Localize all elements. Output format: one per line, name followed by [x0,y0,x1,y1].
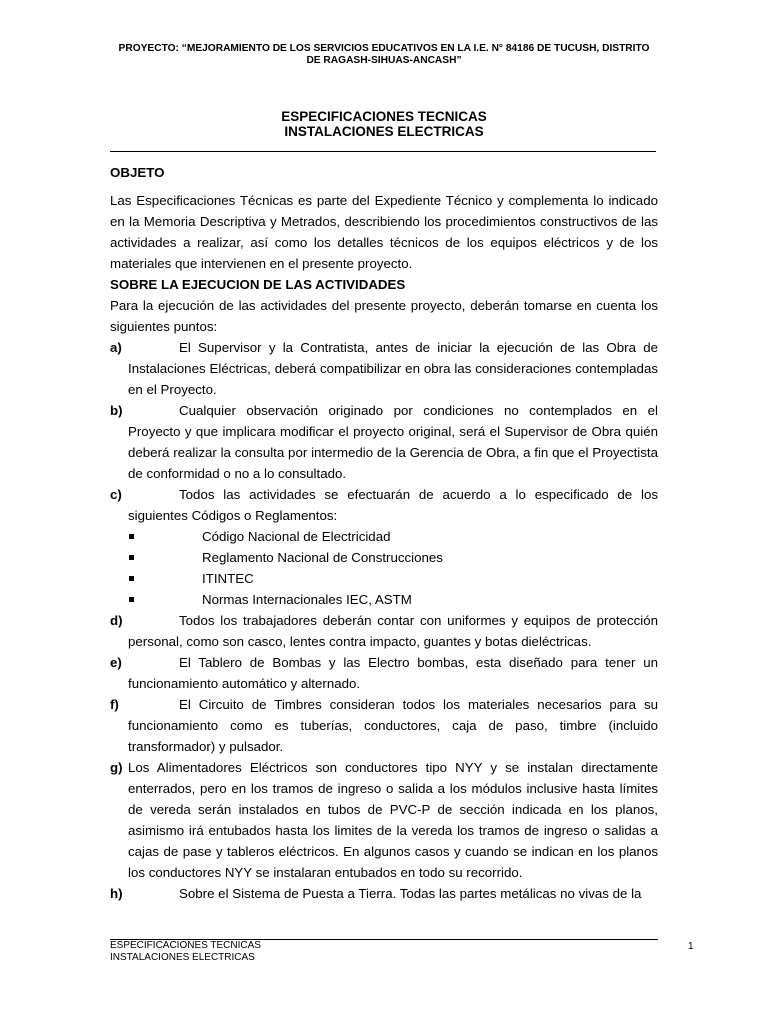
code-text: Normas Internacionales IEC, ASTM [202,592,412,607]
item-label: b) [110,403,123,418]
code-text: Código Nacional de Electricidad [202,529,391,544]
list-item-d [110,610,658,652]
objeto-paragraph: Las Especificaciones Técnicas es parte del Expediente Técnico y complementa lo indicado en la Memoria Descriptiva y Metrados, describiendo los procedimientos constructivos de las actividades a realizar, así como los detalles técnicos de los equipos eléctricos y de los materiales que intervienen en el presente proyecto. [110,193,658,271]
footer-line-1: ESPECIFICACIONES TECNICAS [110,940,261,951]
list-item-b [110,400,658,484]
item-text: El Supervisor y la Contratista, antes de iniciar la ejecución de las Obra de Instalaciones Eléctricas, deberá compatibilizar en obra las consideraciones contempladas en el Proyecto. [128,340,658,397]
code-bullet-item [110,589,658,610]
document-title [100,109,668,139]
objeto-heading: OBJETO [110,165,165,180]
title-line-1: ESPECIFICACIONES TECNICAS [281,109,487,124]
item-text: Todos las actividades se efectuarán de acuerdo a lo especificado de los siguientes Códigos o Reglamentos: [128,487,658,523]
item-label: a) [110,340,122,355]
code-bullet-item [110,568,658,589]
item-label: e) [110,655,122,670]
item-text: Cualquier observación originado por condiciones no contemplados en el Proyecto y que implicara modificar el proyecto original, será el Supervisor de Obra quién deberá realizar la consulta por intermedio de la Gerencia de Obra, a fin que el Proyectista de conformidad o no a lo consultado. [128,403,658,481]
list-item-h [110,883,658,904]
item-label: f) [110,697,119,712]
ejecucion-heading: SOBRE LA EJECUCION DE LAS ACTIVIDADES [110,277,406,292]
list-item-e [110,652,658,694]
list-item-a [110,337,658,400]
page-number: 1 [688,941,694,952]
item-label: h) [110,886,123,901]
square-bullet-icon [129,597,134,602]
title-divider [110,151,656,152]
item-text: Los Alimentadores Eléctricos son conductores tipo NYY y se instalan directamente enterrados, pero en los tramos de ingreso o salida a los módulos inclusive hasta límites de vereda serán instalados en tubos de PVC-P de sección indicada en los planos, asimismo irá entubados hasta los limites de la vereda los tramos de ingreso o salidas a cajas de pase y tableros eléctricos. En algunos casos y cuando se indican en los planos los conductores NYY se instalaran entubados en todo su recorrido. [128,760,658,880]
item-text: El Tablero de Bombas y las Electro bombas, esta diseñado para tener un funcionamiento automático y alternado. [128,655,658,691]
document-header [100,43,668,67]
title-line-2: INSTALACIONES ELECTRICAS [284,124,484,139]
item-label: c) [110,487,122,502]
square-bullet-icon [129,534,134,539]
code-bullet-item [110,526,658,547]
item-text: Sobre el Sistema de Puesta a Tierra. Todas las partes metálicas no vivas de la [179,886,642,901]
list-item-f [110,694,658,757]
document-body [110,162,658,904]
code-text: ITINTEC [202,571,254,586]
document-footer [110,940,261,964]
list-item-c [110,484,658,526]
item-label: g) [110,760,123,775]
code-text: Reglamento Nacional de Construcciones [202,550,443,565]
item-text: Todos los trabajadores deberán contar con uniformes y equipos de protección personal, como son casco, lentes contra impacto, guantes y botas dieléctricas. [128,613,658,649]
item-text: El Circuito de Timbres consideran todos los materiales necesarios para su funcionamiento como es tuberías, conductores, caja de paso, timbre (incluido transformador) y pulsador. [128,697,658,754]
square-bullet-icon [129,555,134,560]
footer-line-2: INSTALACIONES ELECTRICAS [110,952,255,963]
item-label: d) [110,613,123,628]
header-line-1: PROYECTO: “MEJORAMIENTO DE LOS SERVICIOS EDUCATIVOS EN LA I.E. N° 84186 DE TUCUSH, DISTRITO [118,43,650,54]
header-line-2: DE RAGASH-SIHUAS-ANCASH” [306,55,462,66]
square-bullet-icon [129,576,134,581]
list-item-g [110,757,658,883]
code-bullet-item [110,547,658,568]
ejecucion-intro: Para la ejecución de las actividades del presente proyecto, deberán tomarse en cuenta los siguientes puntos: [110,298,658,334]
